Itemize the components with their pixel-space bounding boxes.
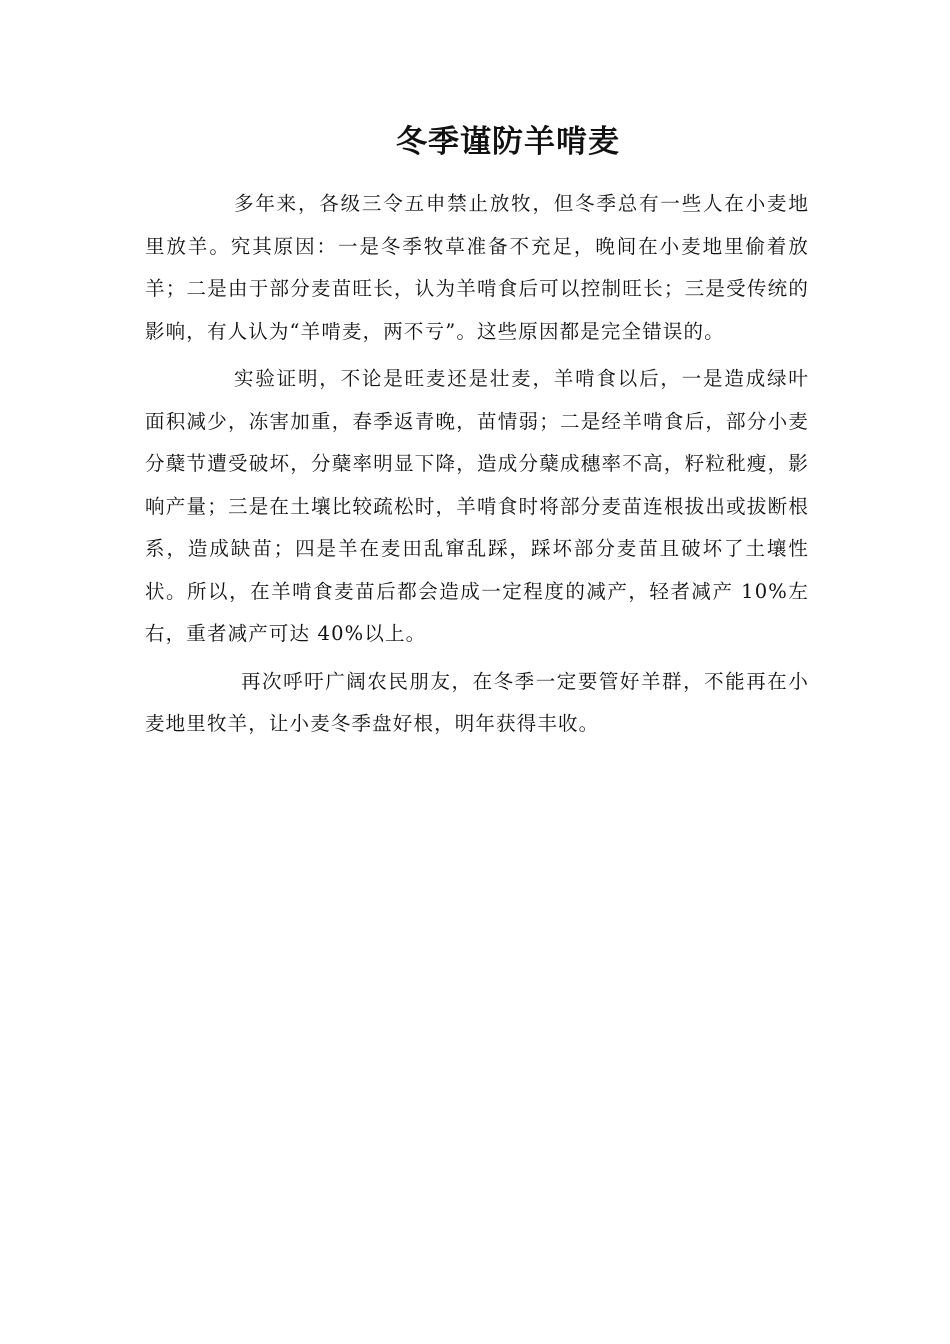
document-title: 冬季谨防羊啃麦 — [396, 124, 620, 160]
document-body — [145, 183, 809, 751]
paragraph-3: 再次呼吁广阔农民朋友，在冬季一定要管好羊群，不能再在小麦地里牧羊，让小麦冬季盘好根，明年获得丰收。 — [145, 669, 809, 735]
paragraph-2: 实验证明，不论是旺麦还是壮麦，羊啃食以后，一是造成绿叶面积减少，冻害加重，春季返青晚，苗情弱；二是经羊啃食后，部分小麦分蘖节遭受破坏，分蘖率明显下降，造成分蘖成穗率不高，籽粒秕瘦，影响产量；三是在土壤比较疏松时，羊啃食时将部分麦苗连根拔出或拔断根系，造成缺苗；四是羊在麦田乱窜乱踩，踩坏部分麦苗且破坏了土壤性状。所以，在羊啃食麦苗后都会造成一定程度的减产，轻者减产 10%左右，重者减产可达 40%以上。 — [145, 367, 809, 645]
paragraph-1: 多年来，各级三令五申禁止放牧，但冬季总有一些人在小麦地里放羊。究其原因：一是冬季牧草准备不充足，晚间在小麦地里偷着放羊；二是由于部分麦苗旺长，认为羊啃食后可以控制旺长；三是受传统的影响，有人认为“羊啃麦，两不亏”。这些原因都是完全错误的。 — [145, 192, 809, 343]
